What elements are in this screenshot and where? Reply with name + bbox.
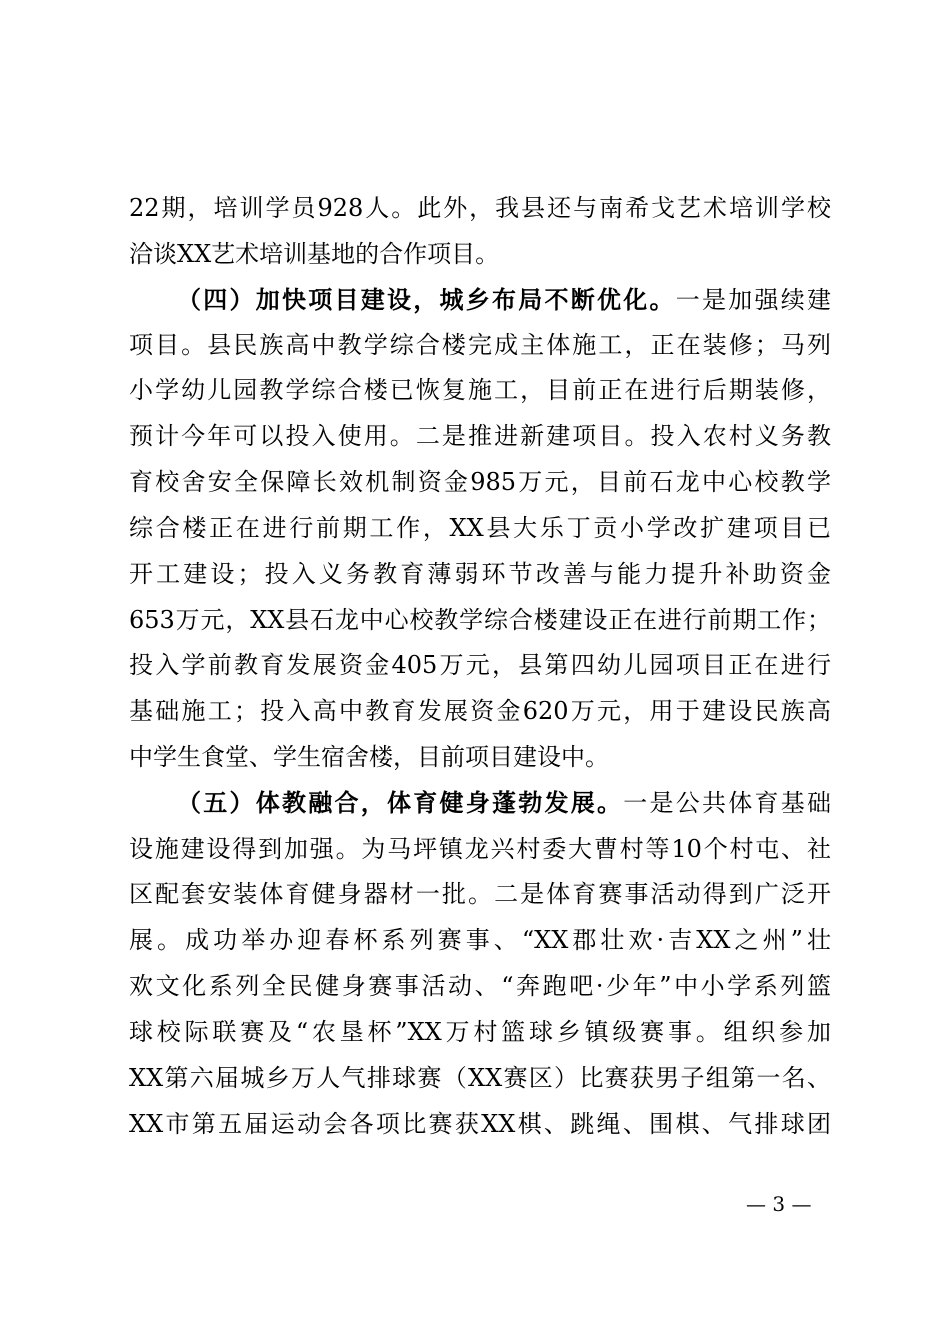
paragraph-line: 开工建设；投入义务教育薄弱环节改善与能力提升补助资金	[129, 560, 831, 588]
paragraph-line: 展。成功举办迎春杯系列赛事、“XX郡壮欢·吉XX之州”壮	[129, 926, 831, 954]
paragraph-line: 设施建设得到加强。为马坪镇龙兴村委大曹村等10个村屯、社	[129, 835, 831, 863]
paragraph-line: 小学幼儿园教学综合楼已恢复施工，目前正在进行后期装修，	[129, 376, 831, 404]
paragraph-first-line	[177, 783, 831, 823]
paragraph-line: 欢文化系列全民健身赛事活动、“奔跑吧·少年”中小学系列篮	[129, 972, 831, 1000]
paragraph-line: 项目。县民族高中教学综合楼完成主体施工，正在装修；马列	[129, 331, 831, 359]
paragraph-line: 综合楼正在进行前期工作，XX县大乐丁贡小学改扩建项目已	[129, 514, 831, 542]
paragraph-line: 洽谈XX艺术培训基地的合作项目。	[129, 240, 500, 268]
paragraph-line: 投入学前教育发展资金405万元，县第四幼儿园项目正在进行	[129, 651, 831, 679]
paragraph-text: 一是加强续建	[675, 286, 831, 314]
section-heading: （四）加快项目建设，城乡布局不断优化。	[177, 285, 676, 314]
page-number: — 3 —	[746, 1192, 812, 1216]
paragraph-line: 区配套安装体育健身器材一批。二是体育赛事活动得到广泛开	[129, 880, 831, 908]
paragraph-line: 22期，培训学员928人。此外，我县还与南希戈艺术培训学校	[129, 194, 831, 222]
paragraph-line: 653万元，XX县石龙中心校教学综合楼建设正在进行前期工作；	[129, 606, 831, 634]
paragraph-line: 中学生食堂、学生宿舍楼，目前项目建设中。	[129, 743, 609, 771]
paragraph-first-line	[177, 280, 831, 320]
paragraph-line: 球校际联赛及“农垦杯”XX万村篮球乡镇级赛事。组织参加	[129, 1018, 831, 1046]
paragraph-text: 一是公共体育基础	[623, 789, 831, 817]
paragraph-line: XX第六届城乡万人气排球赛（XX赛区）比赛获男子组第一名、	[129, 1064, 831, 1092]
paragraph-line: 育校舍安全保障长效机制资金985万元，目前石龙中心校教学	[129, 468, 831, 496]
paragraph-line: 预计今年可以投入使用。二是推进新建项目。投入农村义务教	[129, 422, 831, 450]
paragraph-line: XX市第五届运动会各项比赛获XX棋、跳绳、围棋、气排球团	[129, 1110, 831, 1138]
paragraph-line: 基础施工；投入高中教育发展资金620万元，用于建设民族高	[129, 697, 831, 725]
section-heading: （五）体教融合，体育健身蓬勃发展。	[177, 788, 624, 817]
